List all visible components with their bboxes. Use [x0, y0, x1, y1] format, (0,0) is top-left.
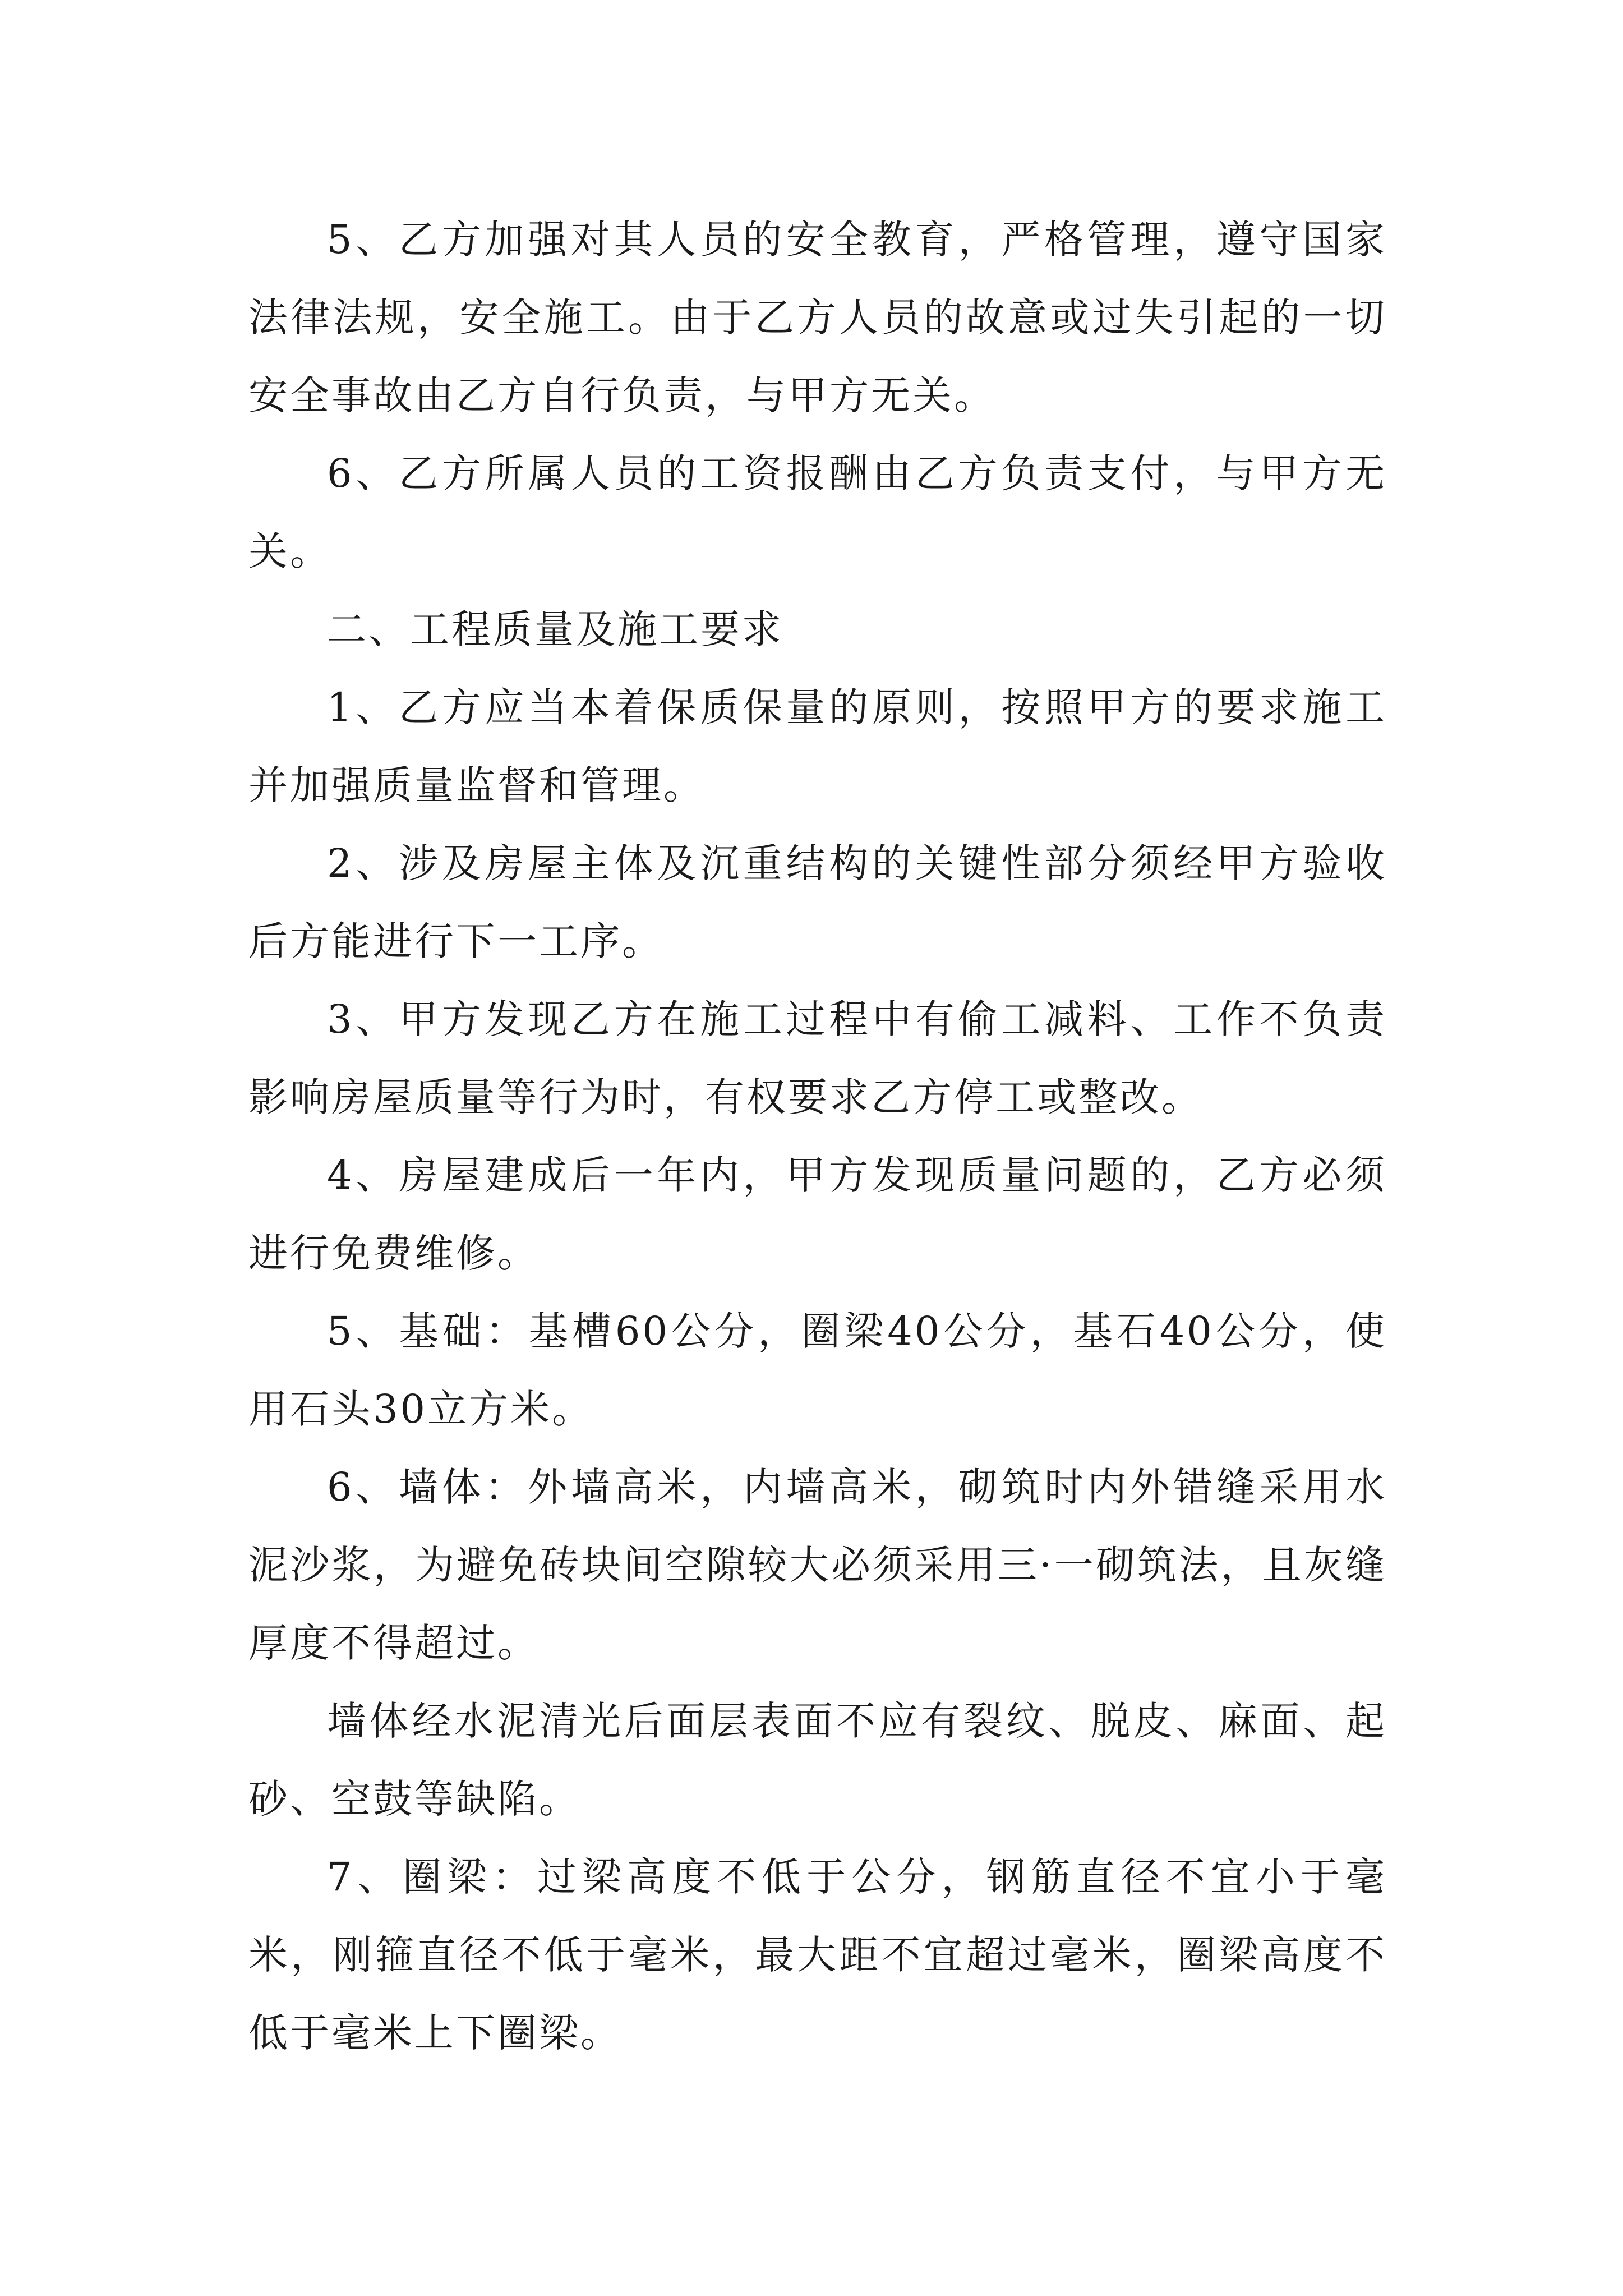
- paragraph-wall-finish: 墙体经水泥清光后面层表面不应有裂纹、脱皮、麻面、起砂、空鼓等缺陷。: [248, 1698, 1387, 1822]
- paragraph-quality-4: 4、房屋建成后一年内，甲方发现质量问题的，乙方必须进行免费维修。: [248, 1152, 1387, 1276]
- paragraph-quality-6-wall: 6、墙体：外墙高米，内墙高米，砌筑时内外错缝采用水泥沙浆，为避免砖块间空隙较大必须采用三·一砌筑法，且灰缝厚度不得超过。: [248, 1464, 1387, 1666]
- paragraph-quality-5-foundation: 5、基础：基槽60公分，圈梁40公分，基石40公分，使用石头30立方米。: [248, 1308, 1387, 1432]
- paragraph-quality-2: 2、涉及房屋主体及沉重结构的关键性部分须经甲方验收后方能进行下一工序。: [248, 840, 1387, 964]
- paragraph-clause-5-safety: 5、乙方加强对其人员的安全教育，严格管理，遵守国家法律法规，安全施工。由于乙方人员的故意或过失引起的一切安全事故由乙方自行负责，与甲方无关。: [248, 217, 1387, 418]
- document-body: [248, 201, 1387, 2072]
- paragraph-clause-6-wages: 6、乙方所属人员的工资报酬由乙方负责支付，与甲方无关。: [248, 450, 1387, 574]
- section-heading-quality: 二、工程质量及施工要求: [327, 606, 783, 652]
- paragraph-quality-3: 3、甲方发现乙方在施工过程中有偷工减料、工作不负责影响房屋质量等行为时，有权要求乙方停工或整改。: [248, 996, 1387, 1120]
- paragraph-quality-7-ring-beam: 7、圈梁：过梁高度不低于公分，钢筋直径不宜小于毫米，刚箍直径不低于毫米，最大距不宜超过毫米，圈梁高度不低于毫米上下圈梁。: [248, 1854, 1387, 2056]
- paragraph-quality-1: 1、乙方应当本着保质保量的原则，按照甲方的要求施工并加强质量监督和管理。: [248, 684, 1387, 808]
